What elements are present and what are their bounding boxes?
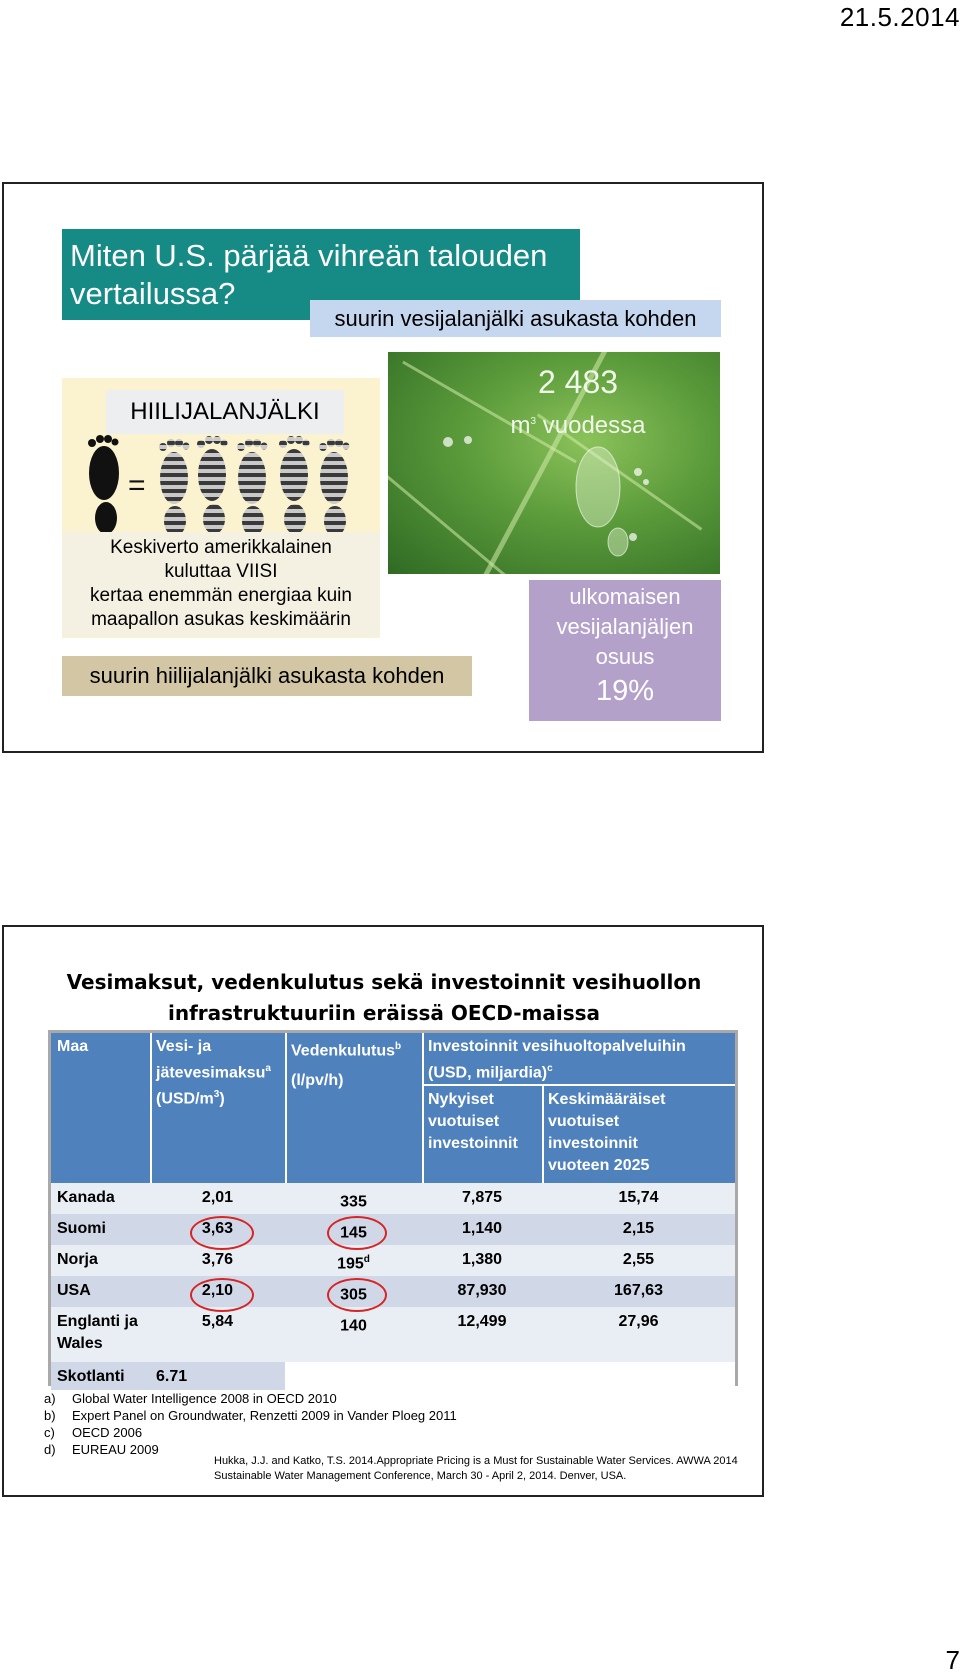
foreign-line: vesijalanjäljen [556,614,694,639]
consumption-cell: 195$^d$ [285,1245,422,1276]
foreign-line: osuus [595,644,655,669]
water-footprint-unit: $m^3$ vuodessa [510,412,646,439]
striped-footprint-icon [279,436,310,534]
carbon-text-line: kertaa enemmän energiaa kuin [90,585,352,606]
table-title [44,967,724,1029]
carbon-text-line: maapallon asukas keskimäärin [91,609,351,630]
foreign-line: ulkomaisen [569,584,681,609]
fee-cell: 2,01 [150,1183,285,1214]
avg-cell: 167,63 [542,1276,735,1307]
highlight-circle [190,1216,254,1250]
table-title-line: Vesimaksut, vedenkulutus sekä investoinnit vesihuollon [66,970,702,994]
consumption-cell: 145 [285,1214,422,1245]
carbon-footprint-label: suurin hiilijalanjälki asukasta kohden [62,656,472,696]
empty-cell [285,1362,735,1390]
fee-cell: 3,76 [150,1245,285,1276]
footnote-item: c) OECD 2006 [44,1425,143,1440]
header-fee: Vesi- ja jätevesimaksu$^a$ $(USD/m^3)$ [156,1038,271,1108]
footnotes [44,1390,457,1458]
current-cell: 12,499 [422,1307,542,1362]
highlight-circle [327,1216,387,1250]
foreign-water-share-box [529,580,721,721]
consumption-cell: 305 [285,1276,422,1307]
footnote-item: a) Global Water Intelligence 2008 in OECD 2010 [44,1391,337,1406]
fee-cell: 5,84 [150,1307,285,1362]
equals-sign: = [128,469,146,502]
current-cell: 1,140 [422,1214,542,1245]
page-number: 7 [945,1645,960,1675]
highlight-circle [327,1278,387,1312]
current-cell: 87,930 [422,1276,542,1307]
highlight-circle [190,1278,254,1312]
fee-cell: 2,10 [150,1276,285,1307]
striped-footprint-icon [237,439,268,536]
reference [214,1454,754,1484]
slide-green-economy [2,182,764,753]
avg-cell: 27,96 [542,1307,735,1362]
carbon-footprint-title: HIILIJALANJÄLKI [106,390,344,434]
avg-cell: 2,15 [542,1214,735,1245]
carbon-text-line: kuluttaa VIISI [164,561,278,582]
black-footprint-icon [88,435,119,534]
country-cell: USA [51,1276,150,1307]
carbon-text-line: Keskiverto amerikkalainen [110,537,332,558]
striped-footprint-icon [159,439,190,536]
water-footprint-label: suurin vesijalanjälki asukasta kohden [310,300,721,337]
consumption-cell: 140 [285,1307,422,1362]
striped-footprint-icon [197,436,228,534]
header-average-investments: Keskimääräiset vuotuiset investoinnit vuoteen 2025 [548,1091,666,1174]
reference-line: Hukka, J.J. and Katko, T.S. 2014.Appropriate Pricing is a Must for Sustainable Water Services. AWWA 2014 [214,1455,738,1467]
consumption-cell: 335 [285,1183,422,1214]
slide-title: Miten U.S. pärjää vihreän talouden vertailussa? [62,229,580,320]
fee-cell: 3,63 [150,1214,285,1245]
header-country: Maa [57,1038,89,1055]
slide-oecd-water-table [2,925,764,1497]
country-cell: Skotlanti [51,1362,150,1390]
header-consumption: Vedenkulutus$^b$ (l/pv/h) [291,1041,402,1090]
header-investments: Investoinnit vesihuoltopalveluihin (USD, miljardia)$^c$ [428,1038,686,1082]
current-cell: 1,380 [422,1245,542,1276]
avg-cell: 2,55 [542,1245,735,1276]
foreign-share-percent: 19% [595,675,655,707]
current-cell: 7,875 [422,1183,542,1214]
avg-cell: 15,74 [542,1183,735,1214]
carbon-footprint-text [62,532,380,637]
striped-footprint-icon [319,439,350,536]
country-cell: Suomi [51,1214,150,1245]
header-current-investments: Nykyiset vuotuiset investoinnit [428,1091,518,1152]
page-date: 21.5.2014 [839,2,960,32]
footnote-item: b) Expert Panel on Groundwater, Renzetti 2009 in Vander Ploeg 2011 [44,1408,457,1423]
oecd-table [48,1030,738,1386]
country-cell: Englanti ja Wales [51,1307,150,1362]
reference-line: Sustainable Water Management Conference, March 30 - April 2, 2014. Denver, USA. [214,1470,627,1482]
footnote-item: d) EUREAU 2009 [44,1442,159,1457]
country-cell: Kanada [51,1183,150,1214]
water-footprint-number: 2 483 [537,364,619,400]
country-cell: Norja [51,1245,150,1276]
fee-cell: 6.71 [150,1362,285,1390]
table-title-line: infrastruktuuriin eräissä OECD-maissa [168,1001,600,1025]
